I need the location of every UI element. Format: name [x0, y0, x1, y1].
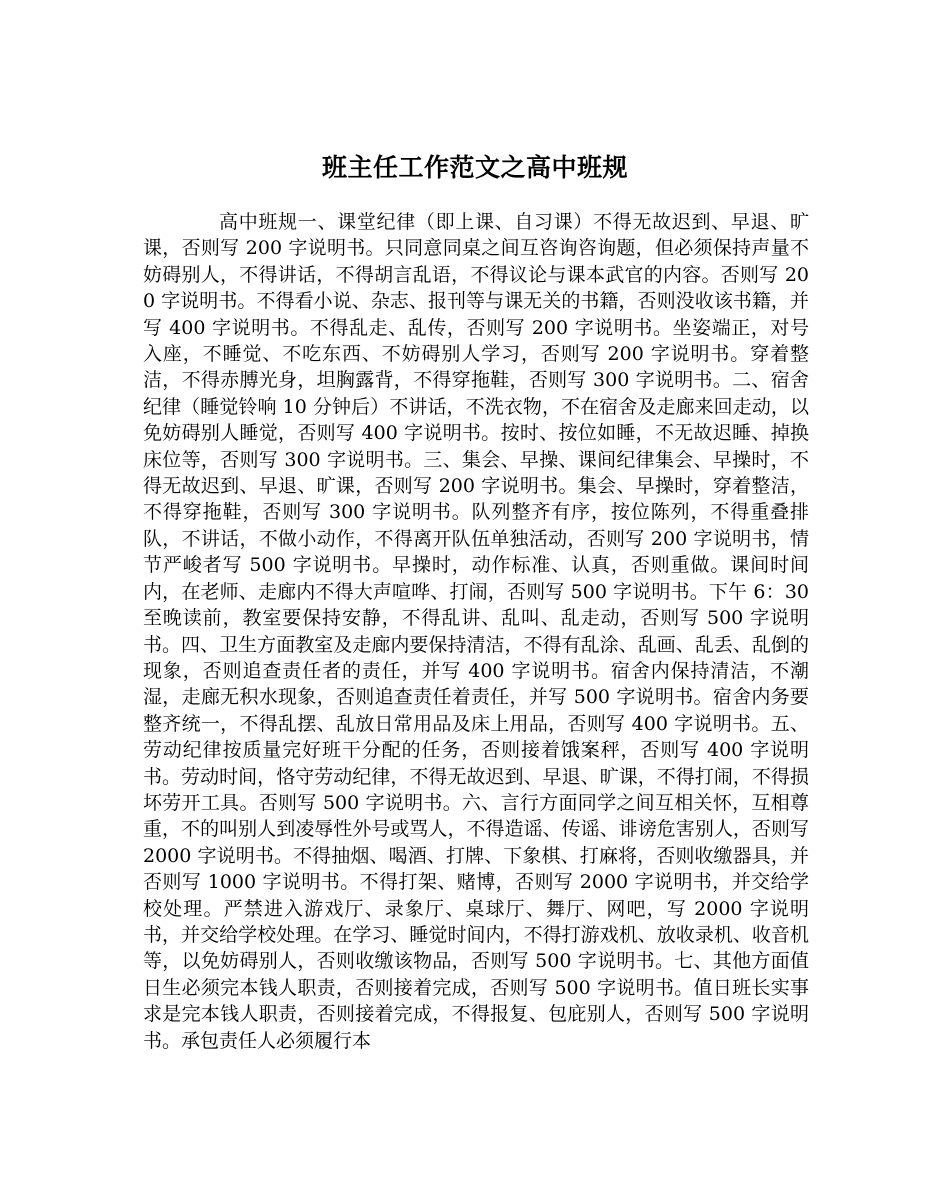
document-title: 班主任工作范文之高中班规 [321, 152, 628, 182]
document-body-paragraph: 高中班规一、课堂纪律（即上课、自习课）不得无故迟到、早退、旷课，否则写 200 字说明书。只同意同桌之间互咨询咨询题，但必须保持声量不妨碍别人，不得讲话，不得胡言乱语，不得议论与课本武官的内容。否则写 200 字说明书。不得看小说、杂志、报刊等与课无关的书籍，否则没收该书籍，并写 400 字说明书。不得乱走、乱传，否则写 200 字说明书。坐姿端正，对号入座，不睡觉、不吃东西、不妨碍别人学习，否则写 200 字说明书。穿着整洁，不得赤膊光身，坦胸露背，不得穿拖鞋，否则写 300 字说明书。二、宿舍纪律（睡觉铃响 10 分钟后）不讲话，不洗衣物，不在宿舍及走廊来回走动，以免妨碍别人睡觉，否则写 400 字说明书。按时、按位如睡，不无故迟睡、掉换床位等，否则写 300 字说明书。三、集会、早操、课间纪律集会、早操时，不得无故迟到、早退、旷课，否则写 200 字说明书。集会、早操时，穿着整洁，不得穿拖鞋，否则写 300 字说明书。队列整齐有序，按位陈列，不得重叠排队，不讲话，不做小动作，不得离开队伍单独活动，否则写 200 字说明书，情节严峻者写 500 字说明书。早操时，动作标准、认真，否则重做。课间时间内，在老师、走廊内不得大声喧哗、打闹，否则写 500 字说明书。下午 6：30 至晚读前，教室要保持安静，不得乱讲、乱叫、乱走动，否则写 500 字说明书。四、卫生方面教室及走廊内要保持清洁，不得有乱涂、乱画、乱丢、乱倒的现象，否则追查责任者的责任，并写 400 字说明书。宿舍内保持清洁，不潮湿，走廊无积水现象，否则追查责任着责任，并写 500 字说明书。宿舍内务要整齐统一，不得乱摆、乱放日常用品及床上用品，否则写 400 字说明书。五、劳动纪律按质量完好班干分配的任务，否则接着饿案秤，否则写 400 字说明书。劳动时间，恪守劳动纪律，不得无故迟到、早退、旷课，不得打闹，不得损坏劳开工具。否则写 500 字说明书。六、言行方面同学之间互相关怀，互相尊重，不的叫别人到凌辱性外号或骂人，不得造谣、传谣、诽谤危害别人，否则写 2000 字说明书。不得抽烟、喝酒、打牌、下象棋、打麻将，否则收缴器具，并否则写 1000 字说明书。不得打架、赌博，否则写 2000 字说明书，并交给学校处理。严禁进入游戏厅、录象厅、桌球厅、舞厅、网吧，写 2000 字说明书，并交给学校处理。在学习、睡觉时间内，不得打游戏机、放收录机、收音机等，以免妨碍别人，否则收缴该物品，否则写 500 字说明书。七、其他方面值日生必须完本钱人职责，否则接着完成，否则写 500 字说明书。值日班长实事求是完本钱人职责，否则接着完成，不得报复、包庇别人，否则写 500 字说明书。承包责任人必须履行本 [143, 211, 809, 1052]
